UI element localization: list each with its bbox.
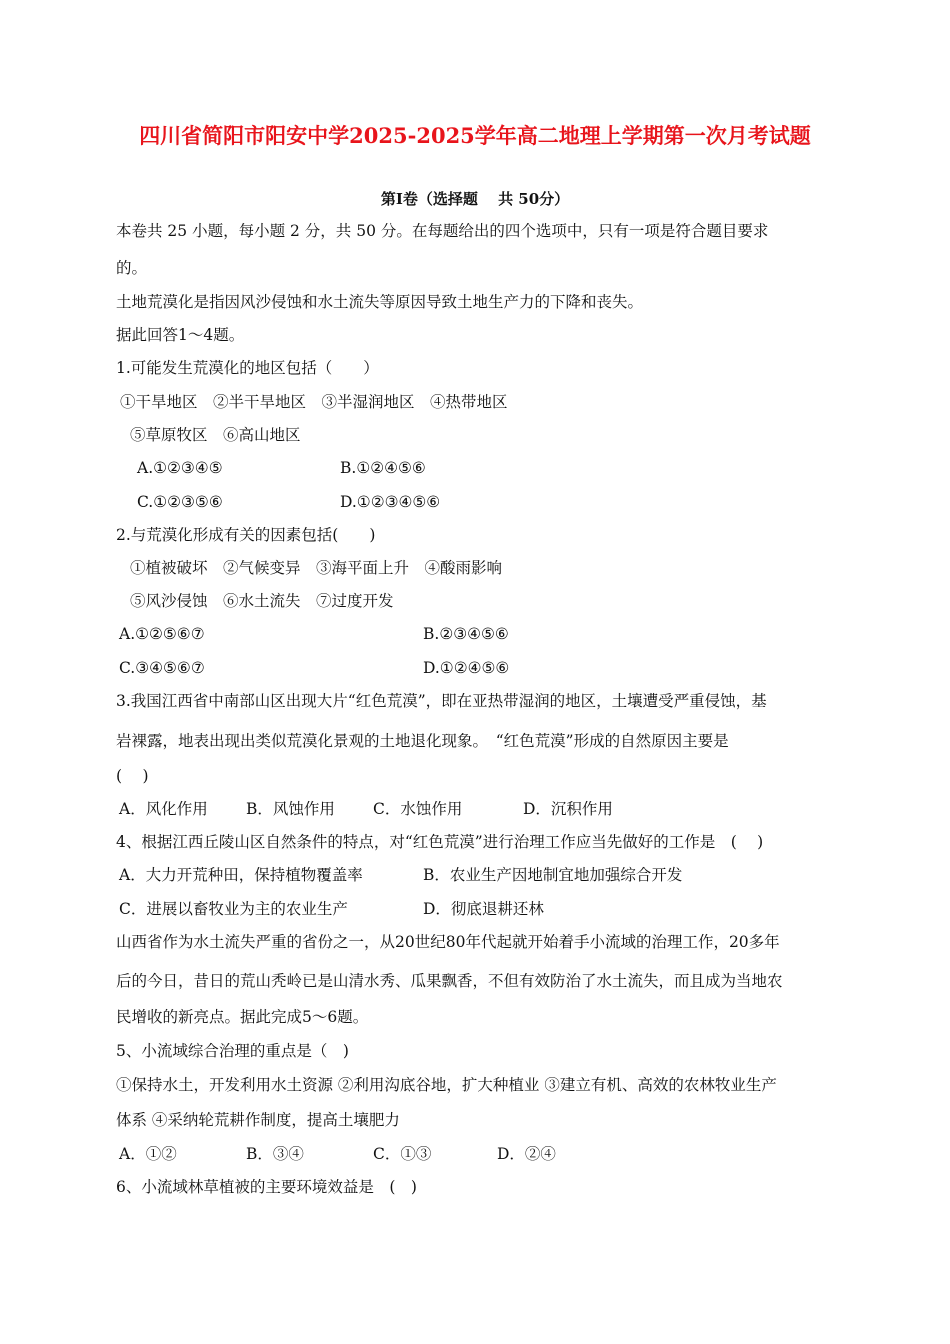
- question-5-option-a: A．①②: [119, 1145, 177, 1163]
- question-1-stem: 1.可能发生荒漠化的地区包括（ ）: [116, 359, 379, 377]
- question-4-option-c: C．进展以畜牧业为主的农业生产: [119, 900, 348, 918]
- question-5-items: 体系 ④采纳轮荒耕作制度，提高土壤肥力: [116, 1111, 400, 1129]
- passage-line: 后的今日，昔日的荒山秃岭已是山清水秀、瓜果飘香，不但有效防治了水土流失，而且成为当地农: [116, 972, 783, 990]
- question-4-stem: 4、根据江西丘陵山区自然条件的特点，对“红色荒漠”进行治理工作应当先做好的工作是 ( ): [116, 833, 764, 851]
- section-heading: 第Ⅰ卷（选择题 共 50分）: [380, 190, 570, 208]
- question-2-option-b: B.②③④⑤⑥: [423, 625, 509, 643]
- question-5-items: ①保持水土，开发利用水土资源 ②利用沟底谷地，扩大种植业 ③建立有机、高效的农林牧业生产: [116, 1076, 777, 1094]
- instructions-line: 的。: [116, 259, 148, 277]
- question-2-option-c: C.③④⑤⑥⑦: [119, 659, 205, 677]
- question-3-option-c: C．水蚀作用: [373, 800, 463, 818]
- question-1-items: ⑤草原牧区 ⑥高山地区: [130, 426, 301, 444]
- question-4-option-a: A．大力开荒种田，保持植物覆盖率: [119, 866, 363, 884]
- question-1-option-c: C.①②③⑤⑥: [137, 493, 223, 511]
- question-2-option-d: D.①②④⑤⑥: [423, 659, 510, 677]
- question-1-items: ①干旱地区 ②半干旱地区 ③半湿润地区 ④热带地区: [120, 393, 508, 411]
- question-4-option-b: B．农业生产因地制宜地加强综合开发: [423, 866, 683, 884]
- passage-line: 山西省作为水土流失严重的省份之一，从20世纪80年代起就开始着手小流域的治理工作，20多年: [116, 933, 780, 951]
- question-3-option-b: B．风蚀作用: [246, 800, 335, 818]
- question-2-stem: 2.与荒漠化形成有关的因素包括( ): [116, 526, 376, 544]
- question-1-option-b: B.①②④⑤⑥: [340, 459, 426, 477]
- question-4-option-d: D．彻底退耕还林: [423, 900, 544, 918]
- question-5-stem: 5、小流域综合治理的重点是（ ): [116, 1042, 349, 1060]
- question-2-option-a: A.①②⑤⑥⑦: [119, 625, 205, 643]
- question-3-stem: 岩裸露，地表出现出类似荒漠化景观的土地退化现象。 “红色荒漠”形成的自然原因主要是: [116, 732, 729, 750]
- question-3-option-d: D．沉积作用: [523, 800, 613, 818]
- question-3-stem: ( ): [116, 767, 149, 785]
- question-6-stem: 6、小流域林草植被的主要环境效益是 ( ): [116, 1178, 417, 1196]
- exam-title: 四川省简阳市阳安中学2025-2025学年高二地理上学期第一次月考试题: [139, 123, 811, 148]
- question-5-option-b: B．③④: [246, 1145, 304, 1163]
- question-3-option-a: A．风化作用: [119, 800, 208, 818]
- passage-line: 民增收的新亮点。据此完成5～6题。: [116, 1008, 369, 1026]
- question-1-option-a: A.①②③④⑤: [137, 459, 223, 477]
- question-2-items: ⑤风沙侵蚀 ⑥水土流失 ⑦过度开发: [130, 592, 394, 610]
- question-5-option-c: C．①③: [373, 1145, 432, 1163]
- passage-line: 土地荒漠化是指因风沙侵蚀和水土流失等原因导致土地生产力的下降和丧失。: [116, 293, 644, 311]
- passage-line: 据此回答1～4题。: [116, 326, 245, 344]
- instructions-line: 本卷共 25 小题，每小题 2 分，共 50 分。在每题给出的四个选项中，只有一项是符合题目要求: [116, 222, 769, 240]
- question-5-option-d: D．②④: [497, 1145, 556, 1163]
- question-1-option-d: D.①②③④⑤⑥: [340, 493, 441, 511]
- question-2-items: ①植被破坏 ②气候变异 ③海平面上升 ④酸雨影响: [130, 559, 503, 577]
- question-3-stem: 3.我国江西省中南部山区出现大片“红色荒漠”，即在亚热带湿润的地区，土壤遭受严重侵蚀，基: [116, 692, 767, 710]
